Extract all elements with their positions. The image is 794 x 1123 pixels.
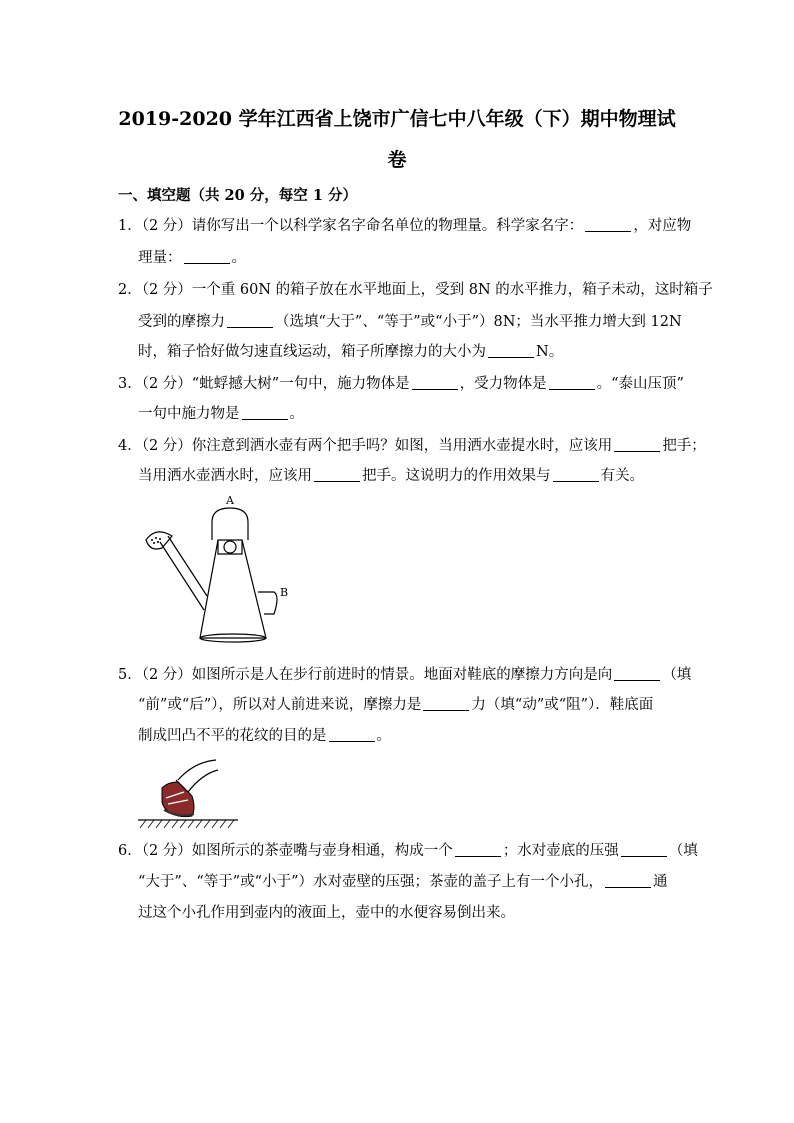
q3-text-d: 一句中施力物是 (138, 406, 240, 422)
q1-text-d: 。 (231, 250, 246, 266)
q1-text-b: ，对应物 (633, 218, 692, 234)
q5-text-f: 。 (376, 728, 391, 744)
q6-text-c: （填 (668, 843, 698, 859)
q5-text-e: 制成凹凸不平的花纹的目的是 (138, 728, 327, 744)
q6-text-b: ；水对壶底的压强 (502, 843, 619, 859)
answer-blank[interactable] (227, 313, 273, 328)
q5-text-b: （填 (662, 667, 692, 683)
answer-blank[interactable] (614, 437, 660, 452)
q5-text-a: 5．（2 分）如图所示是人在步行前进时的情景。地面对鞋底的摩擦力方向是向 (118, 667, 613, 683)
question-3-line-2 (138, 404, 304, 424)
question-6-line-2 (138, 872, 667, 892)
q1-text-a: 1．（2 分）请你写出一个以科学家名字命名单位的物理量。科学家名字： (118, 218, 584, 234)
question-4-line-1 (118, 436, 706, 456)
label-b: B (280, 586, 289, 599)
question-1-line-2 (138, 248, 246, 268)
q5-text-d: 力（填“动”或“阻”）．鞋底面 (471, 697, 654, 713)
ground-hatching (140, 820, 234, 828)
q6-text-f: 过这个小孔作用到壶内的液面上，壶中的水便容易倒出来。 (138, 905, 515, 921)
q5-text-c: “前”或“后”），所以对人前进来说，摩擦力是 (138, 697, 422, 713)
answer-blank[interactable] (585, 217, 631, 232)
question-3-line-1 (118, 374, 684, 394)
q4-text-b: 把手； (662, 438, 706, 454)
q2-text-e: N。 (536, 344, 564, 360)
q3-text-e: 。 (289, 406, 304, 422)
question-4-line-2 (138, 466, 644, 486)
question-1-line-1 (118, 216, 691, 236)
handle-a-arc (212, 508, 248, 540)
handle-b (258, 592, 277, 614)
question-5-line-1 (118, 665, 691, 685)
q1-text-c: 理量： (138, 250, 182, 266)
label-a: A (226, 494, 234, 507)
answer-blank[interactable] (242, 405, 288, 420)
watering-can-figure (134, 492, 304, 652)
answer-blank[interactable] (412, 375, 458, 390)
q2-text-a: 2．（2 分）一个重 60N 的箱子放在水平地面上，受到 8N 的水平推力，箱子未动，这时箱子 (118, 282, 713, 298)
q4-text-d: 把手。这说明力的作用效果与 (362, 468, 551, 484)
answer-blank[interactable] (423, 696, 469, 711)
q4-text-a: 4．（2 分）你注意到洒水壶有两个把手吗？如图，当用洒水壶提水时，应该用 (118, 438, 613, 454)
page-title-continued: 卷 (387, 149, 407, 171)
answer-blank[interactable] (549, 375, 595, 390)
q3-text-b: ，受力物体是 (459, 376, 547, 392)
lid-ellipse (224, 541, 236, 553)
answer-blank[interactable] (329, 727, 375, 742)
q4-text-c: 当用洒水壶洒水时，应该用 (138, 468, 312, 484)
question-5-line-2 (138, 695, 653, 715)
can-neck (218, 540, 242, 554)
question-6-line-3 (138, 903, 515, 923)
question-2-line-1 (118, 280, 713, 300)
spout (160, 536, 207, 610)
q2-text-d: 时，箱子恰好做匀速直线运动，箱子所摩擦力的大小为 (138, 344, 486, 360)
answer-blank[interactable] (184, 249, 230, 264)
section-heading: 一、填空题（共 20 分，每空 1 分） (118, 187, 357, 204)
q6-text-a: 6．（2 分）如图所示的茶壶嘴与壶身相通，构成一个 (118, 843, 453, 859)
walking-shoe-figure (138, 758, 238, 830)
page-title: 2019-2020 学年江西省上饶市广信七中八年级（下）期中物理试 (118, 108, 676, 130)
answer-blank[interactable] (553, 467, 599, 482)
q3-text-c: 。“泰山压顶” (596, 376, 684, 392)
rose-head (146, 532, 172, 549)
q3-text-a: 3．（2 分）“蚍蜉撼大树”一句中，施力物体是 (118, 376, 410, 392)
question-2-line-2 (138, 312, 682, 332)
question-2-line-3 (138, 342, 563, 362)
answer-blank[interactable] (605, 873, 651, 888)
question-6-line-1 (118, 841, 698, 861)
q4-text-e: 有关。 (600, 468, 644, 484)
question-5-line-3 (138, 726, 391, 746)
answer-blank[interactable] (621, 842, 667, 857)
q6-text-e: 通 (652, 874, 668, 890)
answer-blank[interactable] (488, 343, 534, 358)
can-body (200, 540, 266, 638)
q6-text-d: “大于”、“等于”或“小于”）水对壶壁的压强；茶壶的盖子上有一个小孔， (138, 874, 603, 890)
answer-blank[interactable] (314, 467, 360, 482)
q2-text-b: 受到的摩擦力 (138, 314, 225, 330)
q2-text-c: （选填“大于”、“等于”或“小于”）8N；当水平推力增大到 12N (275, 314, 682, 330)
answer-blank[interactable] (455, 842, 501, 857)
answer-blank[interactable] (614, 666, 660, 681)
